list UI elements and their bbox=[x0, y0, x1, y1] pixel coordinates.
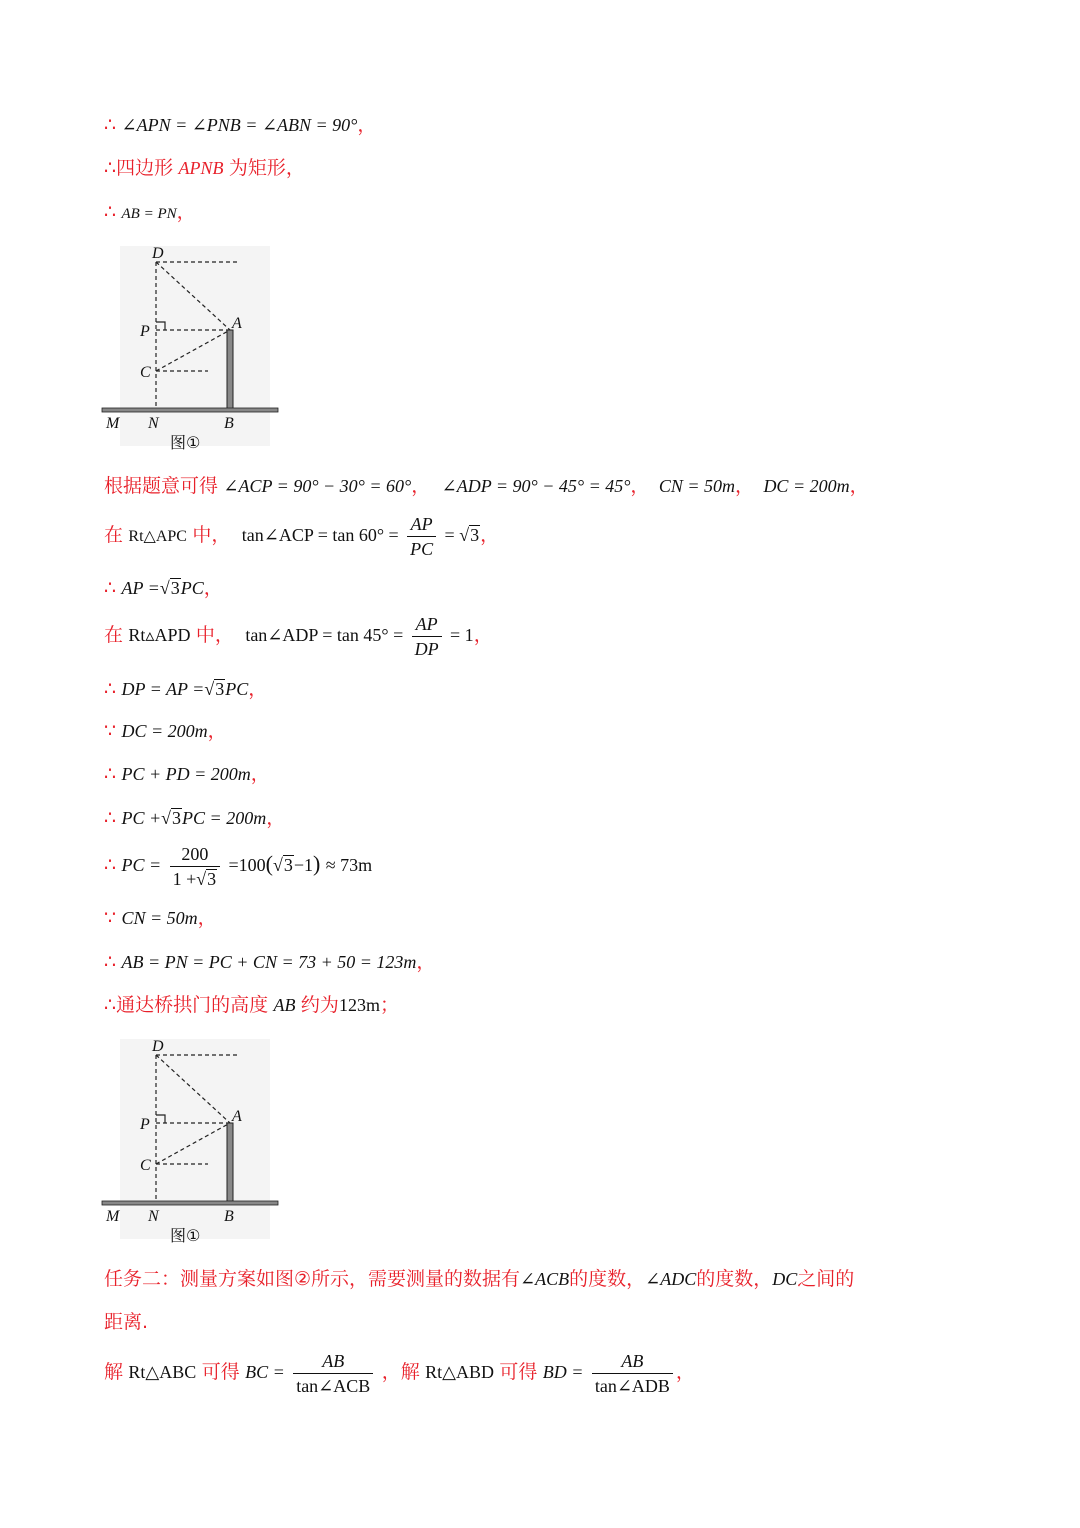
punct-semicolon: ； bbox=[379, 994, 399, 1016]
punct: ， bbox=[248, 678, 268, 700]
math-cn-50: CN = 50m bbox=[121, 908, 198, 928]
math-acb: ∠ACB bbox=[520, 1269, 570, 1289]
therefore-symbol: ∴ bbox=[104, 577, 117, 599]
pillar-ab bbox=[227, 1123, 233, 1203]
line-solve bbox=[104, 1349, 695, 1398]
fraction-200 bbox=[170, 842, 221, 891]
text-jie: 解 bbox=[104, 1361, 124, 1383]
numerator: AP bbox=[407, 512, 436, 537]
label-a: A bbox=[232, 1108, 242, 1125]
text-task2-a: 任务二：测量方案如图②所示，需要测量的数据有 bbox=[104, 1268, 521, 1290]
math-bc-eq: BC = bbox=[245, 1362, 285, 1382]
line-pc-sqrt bbox=[104, 806, 285, 831]
math-123m: 123m bbox=[338, 995, 380, 1015]
math-minus-1: −1 bbox=[293, 855, 314, 875]
math-pc-200: PC = 200m bbox=[182, 808, 267, 828]
sqrt-sign: √3 bbox=[204, 679, 225, 699]
pillar-ab bbox=[227, 330, 233, 410]
text-is-rectangle: 为矩形， bbox=[228, 157, 305, 179]
label-n: N bbox=[148, 415, 159, 432]
sqrt-3: 3 bbox=[207, 869, 217, 889]
text-about: 约为 bbox=[300, 994, 339, 1016]
math-cn: CN = 50m bbox=[658, 476, 736, 496]
label-b: B bbox=[224, 1208, 234, 1225]
label-m: M bbox=[106, 415, 120, 432]
line-task2 bbox=[104, 1267, 854, 1292]
line-ap bbox=[104, 576, 223, 601]
sqrt-3: 3 bbox=[283, 855, 293, 875]
math-pc-plus: PC + bbox=[121, 808, 162, 828]
fraction-ap-dp bbox=[412, 612, 442, 661]
denominator: tan∠ACB bbox=[296, 1376, 371, 1396]
label-d: D bbox=[152, 1038, 164, 1055]
denominator: DP bbox=[414, 639, 439, 659]
punct: ， bbox=[411, 475, 431, 497]
line-given bbox=[104, 474, 869, 499]
math-pc-eq: PC = bbox=[121, 855, 162, 875]
label-m: M bbox=[106, 1208, 120, 1225]
line-conclusion bbox=[104, 993, 399, 1018]
label-a: A bbox=[232, 315, 242, 332]
denominator: 1 +√3 bbox=[172, 869, 217, 889]
math-approx: ≈ 73m bbox=[325, 855, 373, 875]
text-kede2: 可得 bbox=[499, 1361, 538, 1383]
math-dc-200: DC = 200m bbox=[121, 721, 208, 741]
line-tan-adp bbox=[104, 612, 493, 661]
math-eq: = √3 bbox=[444, 525, 480, 545]
math-rt-apc: Rt△APC bbox=[128, 528, 187, 545]
label-n: N bbox=[148, 1208, 159, 1225]
math-acp: ∠ACP = 90° − 30° = 60° bbox=[223, 476, 412, 496]
math-ab-pn: AB = PN bbox=[121, 206, 177, 222]
therefore-symbol: ∴ bbox=[104, 807, 117, 829]
therefore-symbol: ∴ bbox=[104, 951, 117, 973]
fraction-ab-adb bbox=[592, 1349, 673, 1398]
figure-caption: 图① bbox=[170, 433, 201, 452]
punct: ， bbox=[473, 624, 493, 646]
punct: ， bbox=[266, 807, 286, 829]
text-kede: 可得 bbox=[201, 1361, 240, 1383]
therefore-symbol: ∴ bbox=[104, 201, 117, 223]
because-symbol: ∵ bbox=[104, 907, 117, 929]
paren-expr: ( bbox=[265, 851, 273, 876]
numerator: AP bbox=[412, 612, 442, 637]
line-ab-result bbox=[104, 950, 435, 975]
text-zhong: 中， bbox=[192, 524, 231, 546]
text-jie2: ，解 bbox=[381, 1361, 420, 1383]
text-quadrilateral: 四边形 bbox=[116, 157, 174, 179]
figure-2 bbox=[100, 1031, 290, 1251]
math-tan-adp: tan∠ADP = tan 45° = bbox=[245, 625, 404, 645]
punct: ， bbox=[197, 907, 217, 929]
text-task2-d: 之间的 bbox=[797, 1268, 855, 1290]
line-dc bbox=[104, 719, 227, 744]
numerator: AB bbox=[293, 1349, 373, 1374]
punct: ， bbox=[207, 720, 227, 742]
figure-2-diagram bbox=[100, 1031, 290, 1251]
punct: ， bbox=[675, 1361, 695, 1383]
fraction-ap-pc bbox=[407, 512, 436, 561]
line-task2-cont bbox=[104, 1310, 148, 1335]
figure-caption: 图① bbox=[170, 1226, 201, 1245]
sqrt-sign: √3 bbox=[161, 808, 182, 828]
numerator: 200 bbox=[170, 842, 221, 867]
sqrt-3: 3 bbox=[215, 679, 225, 699]
label-c: C bbox=[140, 364, 151, 381]
math-right-angles: ∠APN = ∠PNB = ∠ABN = 90° bbox=[121, 115, 358, 135]
denominator: tan∠ADB bbox=[594, 1376, 670, 1396]
math-rt-abc: Rt△ABC bbox=[128, 1362, 197, 1382]
therefore-symbol: ∴ bbox=[104, 854, 117, 876]
math-adc: ∠ADC bbox=[645, 1269, 697, 1289]
therefore-symbol: ∴ bbox=[104, 678, 117, 700]
math-pc: PC bbox=[225, 679, 249, 699]
figure-bg bbox=[120, 246, 270, 446]
line-dp bbox=[104, 677, 267, 702]
line-ab-eq-pn bbox=[104, 200, 196, 226]
punct: ， bbox=[735, 475, 755, 497]
label-b: B bbox=[224, 415, 234, 432]
math-ab: AB bbox=[273, 995, 296, 1015]
punct: ， bbox=[357, 114, 377, 136]
therefore-symbol: ∴ bbox=[104, 763, 117, 785]
math-apnb: APNB bbox=[178, 158, 224, 178]
math-dc: DC = 200m bbox=[763, 476, 850, 496]
math-adp: ∠ADP = 90° − 45° = 45° bbox=[441, 476, 631, 496]
sqrt-3: 3 bbox=[170, 578, 180, 598]
text-distance: 距离. bbox=[104, 1311, 149, 1333]
text-arch-height: 通达桥拱门的高度 bbox=[116, 994, 269, 1016]
text-zai: 在 bbox=[104, 524, 124, 546]
numerator: AB bbox=[592, 1349, 673, 1374]
line-tan-acp bbox=[104, 512, 499, 561]
text-task2-c: 的度数， bbox=[696, 1268, 773, 1290]
denominator: PC bbox=[410, 539, 434, 559]
den-part: 1 + bbox=[172, 869, 197, 889]
punct: ， bbox=[416, 951, 436, 973]
math-eq-1: = 1 bbox=[450, 625, 474, 645]
line-cn bbox=[104, 906, 217, 931]
line-pc-value bbox=[104, 842, 372, 891]
figure-1-diagram bbox=[100, 238, 290, 458]
math-pc-pd: PC + PD = 200m bbox=[121, 764, 251, 784]
math-rt-apd: Rt▵APD bbox=[128, 625, 191, 645]
label-p: P bbox=[140, 1116, 150, 1133]
text-zhong: 中， bbox=[195, 624, 234, 646]
label-p: P bbox=[140, 323, 150, 340]
math-ap-eq: AP = bbox=[121, 578, 160, 598]
sqrt-sign: √3 bbox=[273, 855, 293, 875]
text-task2-b: 的度数， bbox=[569, 1268, 646, 1290]
math-bd-eq: BD = bbox=[542, 1362, 584, 1382]
punct: ， bbox=[176, 201, 196, 223]
ground-line bbox=[102, 1201, 278, 1205]
therefore-symbol: ∴ bbox=[104, 994, 117, 1016]
label-d: D bbox=[152, 245, 164, 262]
sqrt-3: 3 bbox=[172, 808, 182, 828]
line-pc-pd bbox=[104, 762, 270, 787]
fraction-ab-acb bbox=[293, 1349, 373, 1398]
therefore-symbol: ∴ bbox=[104, 157, 117, 179]
punct: ， bbox=[203, 577, 223, 599]
figure-1 bbox=[100, 238, 290, 458]
ground-line bbox=[102, 408, 278, 412]
math-dc: DC bbox=[772, 1269, 798, 1289]
text-zai: 在 bbox=[104, 624, 124, 646]
math-dp-ap: DP = AP = bbox=[121, 679, 205, 699]
punct: ， bbox=[480, 524, 500, 546]
punct: ， bbox=[849, 475, 869, 497]
therefore-symbol: ∴ bbox=[104, 114, 117, 136]
because-symbol: ∵ bbox=[104, 720, 117, 742]
line-rectangle bbox=[104, 156, 305, 181]
math-100: =100 bbox=[228, 855, 266, 875]
punct: ， bbox=[630, 475, 650, 497]
punct: ， bbox=[250, 763, 270, 785]
text-given: 根据题意可得 bbox=[104, 475, 219, 497]
figure-bg bbox=[120, 1039, 270, 1239]
line-angles-right bbox=[104, 113, 376, 138]
math-pc: PC bbox=[180, 578, 204, 598]
math-tan-acp: tan∠ACP = tan 60° = bbox=[241, 525, 399, 545]
sqrt-3: 3 bbox=[470, 525, 480, 545]
paren-close: ) bbox=[313, 851, 321, 876]
math-rt-abd: Rt△ABD bbox=[425, 1362, 494, 1382]
label-c: C bbox=[140, 1157, 151, 1174]
math-ab-123: AB = PN = PC + CN = 73 + 50 = 123m bbox=[121, 952, 417, 972]
sqrt-sign: √3 bbox=[159, 578, 180, 598]
